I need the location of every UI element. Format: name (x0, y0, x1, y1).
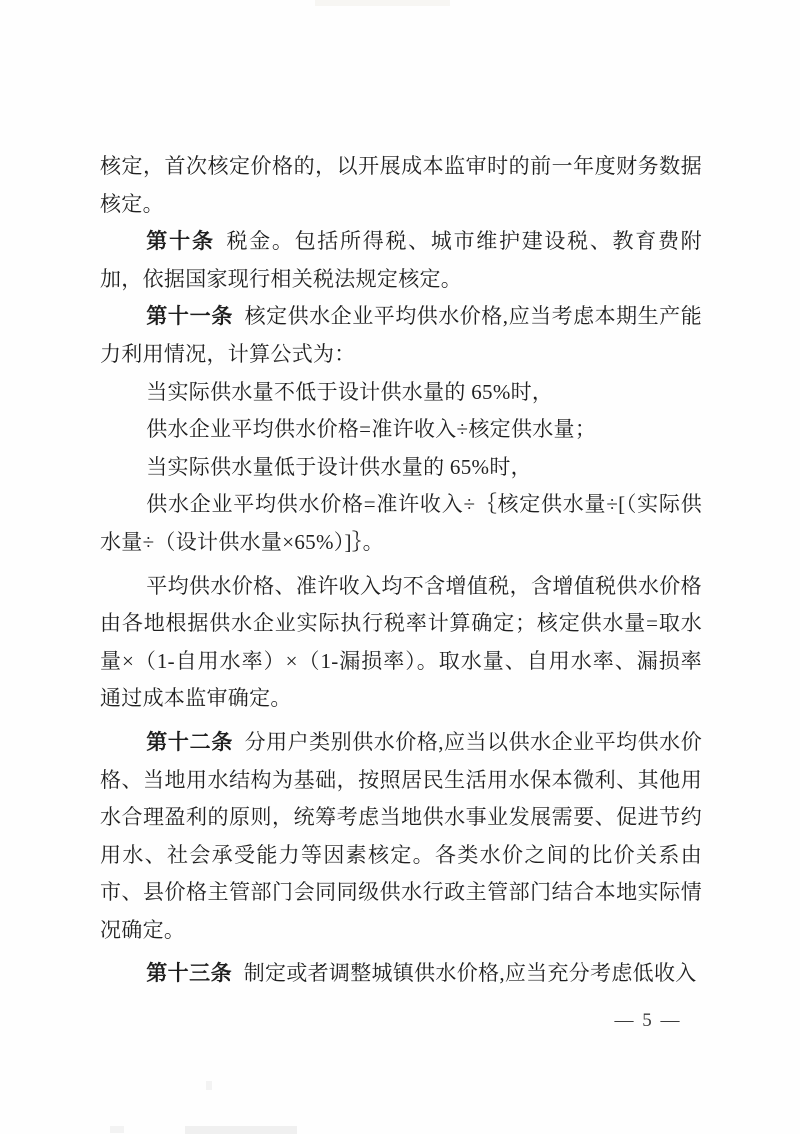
paragraph-text: 当实际供水量不低于设计供水量的 65%时， (146, 379, 554, 404)
paragraph (100, 223, 702, 298)
paragraph (100, 955, 702, 993)
paragraph (100, 568, 702, 718)
paragraph-text: 制定或者调整城镇供水价格,应当充分考虑低收入 (243, 961, 697, 986)
scan-artifact (206, 1081, 212, 1090)
paragraph (100, 486, 702, 561)
paragraph (100, 374, 702, 412)
paragraph (100, 148, 702, 223)
paragraph (100, 411, 702, 449)
paragraph-text: 核定，首次核定价格的，以开展成本监审时的前一年度财务数据核定。 (100, 154, 702, 216)
article-number: 第十三条 (146, 962, 233, 986)
paragraph-text: 当实际供水量低于设计供水量的 65%时， (146, 454, 532, 479)
paragraph (100, 298, 702, 373)
article-number: 第十一条 (146, 305, 234, 329)
paragraph-text: 供水企业平均供水价格=准许收入÷核定供水量； (146, 417, 597, 442)
paragraph-text: 核定供水企业平均供水价格,应当考虑本期生产能力利用情况，计算公式为： (100, 304, 702, 366)
page-number: — 5 — (614, 1010, 682, 1031)
scan-artifact (110, 1126, 124, 1133)
paragraph (100, 449, 702, 487)
scan-artifact (315, 0, 450, 6)
article-number: 第十条 (146, 230, 215, 254)
paragraph-text: 平均供水价格、准许收入均不含增值税，含增值税供水价格由各地根据供水企业实际执行税率计算确定；核定供水量=取水量×（1-自用水率）×（1-漏损率）。取水量、自用水率、漏损率通过成本监审确定。 (100, 573, 702, 711)
document-body (100, 148, 702, 993)
scan-artifact (185, 1126, 297, 1134)
paragraph-text: 税金。包括所得税、城市维护建设税、教育费附加，依据国家现行相关税法规定核定。 (100, 229, 702, 291)
paragraph-text: 分用户类别供水价格,应当以供水企业平均供水价格、当地用水结构为基础，按照居民生活用水保本微利、其他用水合理盈利的原则，统筹考虑当地供水事业发展需要、促进节约用水、社会承受能力等因素核定。各类水价之间的比价关系由市、县价格主管部门会同同级供水行政主管部门结合本地实际情况确定。 (100, 729, 702, 942)
paragraph (100, 724, 702, 950)
paragraph-text: 供水企业平均供水价格=准许收入÷｛核定供水量÷[（实际供水量÷（设计供水量×65%）]｝。 (100, 492, 702, 554)
article-number: 第十二条 (146, 730, 234, 754)
